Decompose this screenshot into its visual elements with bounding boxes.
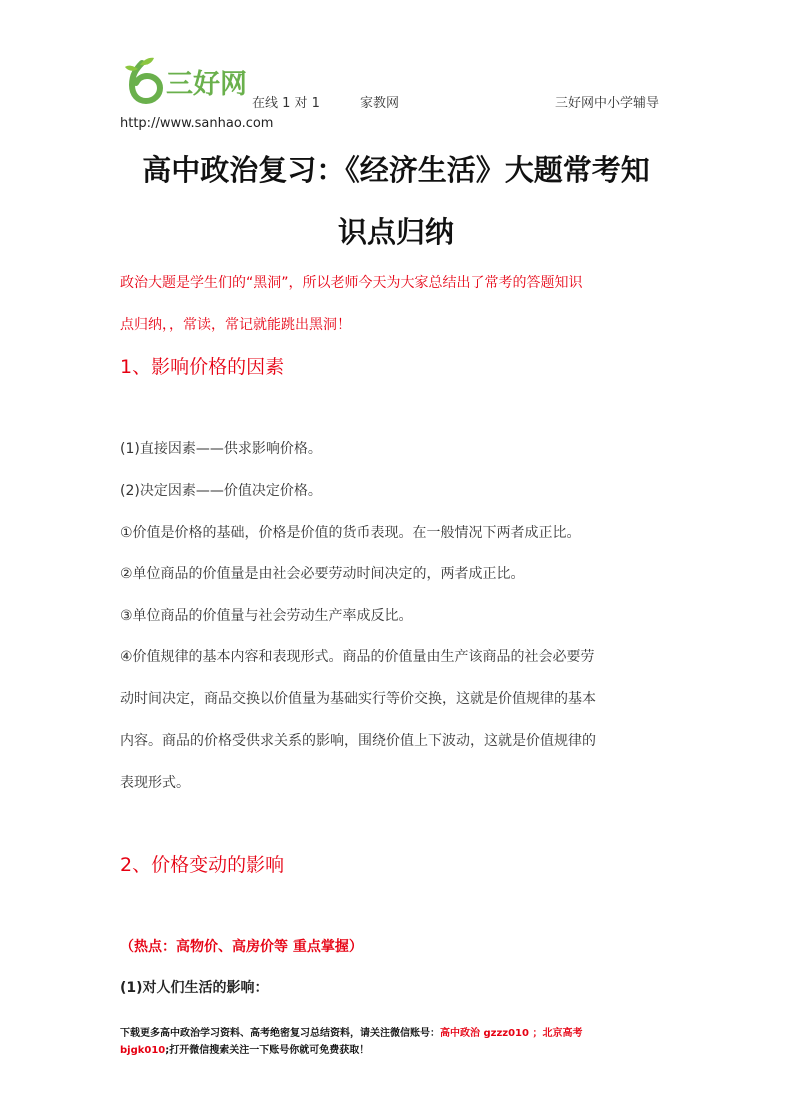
section-2-heading: 2、价格变动的影响 [120, 854, 285, 876]
footer-line-2 [120, 1041, 369, 1056]
s1-paragraph-1: (1)直接因素——供求影响价格。 [120, 441, 322, 457]
sanhao-logo [120, 55, 250, 105]
section-1-heading: 1、影响价格的因素 [120, 356, 285, 378]
footer-line-1-text: 下载更多高中政治学习资料、高考绝密复习总结资料，请关注微信账号： [120, 1028, 440, 1039]
footer-line-1 [120, 1024, 582, 1039]
footer-wechat-accounts: 高中政治 gzzz010 ；北京高考 [440, 1028, 583, 1039]
s1-paragraph-2: (2)决定因素——价值决定价格。 [120, 483, 322, 499]
s1-paragraph-6-line-1: ④价值规律的基本内容和表现形式。商品的价值量由生产该商品的社会必要劳 [120, 649, 595, 665]
logo-text: 三好网 [166, 69, 247, 100]
s1-paragraph-5: ③单位商品的价值量与社会劳动生产率成反比。 [120, 608, 413, 624]
header-url[interactable]: http://www.sanhao.com [120, 116, 274, 131]
doc-title-line-2: 识点归纳 [337, 215, 454, 249]
s1-paragraph-6-line-2: 动时间决定，商品交换以价值量为基础实行等价交换，这就是价值规律的基本 [120, 691, 596, 707]
intro-line-2: 点归纳，，常读，常记就能跳出黑洞！ [120, 317, 351, 333]
footer-line-2-text: ;打开微信搜索关注一下账号你就可免费获取！ [165, 1045, 370, 1056]
s1-paragraph-3: ①价值是价格的基础，价格是价值的货币表现。在一般情况下两者成正比。 [120, 525, 581, 541]
s1-paragraph-6-line-4: 表现形式。 [120, 775, 190, 791]
header-right-text: 三好网中小学辅导 [555, 96, 660, 111]
s1-paragraph-4: ②单位商品的价值量是由社会必要劳动时间决定的，两者成正比。 [120, 566, 525, 582]
header-tagline-1: 在线 1 对 1 [252, 96, 320, 111]
intro-line-1: 政治大题是学生们的“黑洞”，所以老师今天为大家总结出了常考的答题知识 [120, 275, 583, 291]
doc-title-line-1: 高中政治复习：《经济生活》大题常考知 [142, 153, 650, 187]
s1-paragraph-6-line-3: 内容。商品的价格受供求关系的影响，围绕价值上下波动，这就是价值规律的 [120, 733, 596, 749]
s2-paragraph-1: (1)对人们生活的影响： [120, 980, 269, 996]
header-tagline-2: 家教网 [360, 96, 400, 111]
hot-note: （热点：高物价、高房价等 重点掌握） [120, 939, 363, 955]
footer-wechat-id: bjgk010 [120, 1045, 166, 1056]
